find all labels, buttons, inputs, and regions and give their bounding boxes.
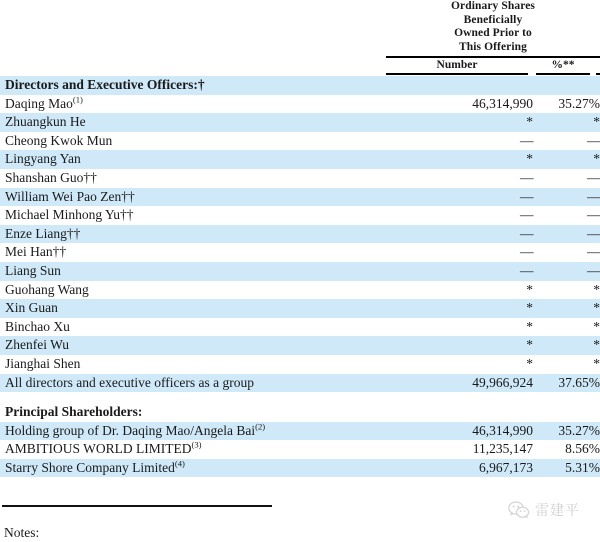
holder-name-cell bbox=[0, 113, 391, 132]
holder-name-cell bbox=[0, 422, 391, 441]
holder-name: Starry Shore Company Limited bbox=[5, 459, 175, 475]
table-row bbox=[0, 150, 600, 169]
footnote-separator-rule bbox=[2, 505, 272, 507]
wechat-icon bbox=[508, 501, 530, 519]
table-row-section-heading bbox=[0, 76, 600, 95]
holder-name-cell bbox=[0, 299, 391, 318]
shares-percent: 35.27% bbox=[538, 422, 600, 441]
shares-percent: * bbox=[593, 281, 600, 297]
footnote-ref: (2) bbox=[255, 421, 266, 432]
total-label: All directors and executive officers as a group bbox=[0, 374, 391, 393]
header-rule-percent bbox=[536, 73, 590, 75]
shares-percent: 5.31% bbox=[538, 459, 600, 478]
shares-percent: * bbox=[538, 150, 600, 169]
header-line-2: Beneficially bbox=[463, 13, 523, 26]
holder-name: AMBITIOUS WORLD LIMITED bbox=[5, 441, 192, 457]
holder-name: Jianghai Shen bbox=[5, 355, 81, 371]
holder-name: Enze Liang†† bbox=[5, 225, 81, 241]
holder-name-cell bbox=[0, 169, 391, 188]
column-header-title bbox=[386, 0, 600, 54]
header-line-3: Owned Prior to bbox=[454, 27, 532, 40]
table-row bbox=[0, 318, 600, 337]
table-row bbox=[0, 113, 600, 132]
column-header-number: Number bbox=[436, 59, 478, 71]
shares-number: * bbox=[391, 150, 538, 169]
shares-percent: — bbox=[538, 188, 600, 207]
spacer-row bbox=[0, 392, 600, 403]
section-heading-percent-cell bbox=[538, 76, 600, 95]
shares-percent: * bbox=[538, 299, 600, 318]
shares-number: 46,314,990 bbox=[472, 95, 533, 111]
table-row bbox=[0, 281, 600, 300]
table-row bbox=[0, 132, 600, 151]
table-row bbox=[0, 206, 600, 225]
holder-name-cell bbox=[0, 150, 391, 169]
header-rule-top-partial bbox=[596, 56, 600, 58]
table-row bbox=[0, 188, 600, 207]
column-header-percent: %** bbox=[551, 59, 575, 71]
total-shares-percent: 37.65% bbox=[538, 374, 600, 393]
holder-name: Mei Han†† bbox=[5, 244, 67, 260]
table-row bbox=[0, 225, 600, 244]
holder-name-cell bbox=[0, 336, 391, 355]
shares-percent: — bbox=[587, 244, 600, 260]
holder-name-cell bbox=[0, 243, 391, 262]
shares-number: — bbox=[391, 262, 538, 281]
shares-number: * bbox=[391, 299, 538, 318]
total-shares-number: 49,966,924 bbox=[391, 374, 538, 393]
section-heading-principal-shareholders: Principal Shareholders: bbox=[5, 404, 143, 420]
holder-name-cell bbox=[0, 225, 391, 244]
holder-name-cell bbox=[0, 132, 391, 151]
section-heading-directors: Directors and Executive Officers:† bbox=[0, 76, 391, 95]
table-row-section-heading bbox=[0, 403, 600, 422]
table-row bbox=[0, 336, 600, 355]
holder-name-cell bbox=[0, 440, 391, 459]
holder-name: Holding group of Dr. Daqing Mao/Angela Bai bbox=[5, 422, 256, 438]
holder-name: Lingyang Yan bbox=[5, 151, 81, 167]
spacer-cell bbox=[0, 392, 391, 403]
shares-number: — bbox=[391, 225, 538, 244]
holder-name: Shanshan Guo†† bbox=[5, 169, 97, 185]
table-row bbox=[0, 459, 600, 478]
header-line-4: This Offering bbox=[458, 40, 528, 53]
footnote-ref: (4) bbox=[174, 458, 185, 469]
watermark-text: 雷建平 bbox=[535, 503, 580, 519]
holder-name-cell bbox=[0, 281, 391, 300]
shares-number: * bbox=[391, 336, 538, 355]
holder-name-cell bbox=[0, 95, 391, 114]
shares-number: — bbox=[520, 132, 533, 148]
shares-number: * bbox=[391, 113, 538, 132]
table-row bbox=[0, 422, 600, 441]
holder-name: Zhuangkun He bbox=[5, 114, 86, 130]
shares-percent: — bbox=[538, 225, 600, 244]
header-rule-partial bbox=[596, 73, 600, 75]
shares-number: — bbox=[520, 169, 533, 185]
holder-name-cell bbox=[0, 188, 391, 207]
table-row bbox=[0, 440, 600, 459]
holder-name: William Wei Pao Zen†† bbox=[5, 188, 135, 204]
shares-percent: * bbox=[538, 113, 600, 132]
holder-name: Michael Minhong Yu†† bbox=[5, 207, 134, 223]
holder-name: Cheong Kwok Mun bbox=[5, 132, 113, 148]
holder-name-cell bbox=[0, 262, 391, 281]
table-row-total bbox=[0, 374, 600, 393]
shares-number: * bbox=[526, 281, 533, 297]
shares-number: — bbox=[391, 188, 538, 207]
shares-percent: — bbox=[587, 132, 600, 148]
footnote-ref: (3) bbox=[191, 440, 202, 450]
shares-percent: 8.56% bbox=[565, 441, 600, 457]
shares-percent: * bbox=[538, 336, 600, 355]
holder-name: Guohang Wang bbox=[5, 281, 89, 297]
holder-name-cell bbox=[0, 459, 391, 478]
shares-percent: * bbox=[593, 318, 600, 334]
shares-percent: * bbox=[593, 355, 600, 371]
section-heading-number-cell bbox=[391, 403, 538, 422]
watermark bbox=[508, 500, 580, 520]
shares-number: 11,235,147 bbox=[472, 441, 533, 457]
footnote-ref: (1) bbox=[72, 94, 83, 105]
section-heading-percent-cell bbox=[538, 403, 600, 422]
shares-number: * bbox=[526, 318, 533, 334]
holder-name: Liang Sun bbox=[5, 262, 61, 278]
holder-name-cell bbox=[0, 355, 391, 374]
table-row bbox=[0, 169, 600, 188]
shares-percent: — bbox=[587, 169, 600, 185]
holder-name-cell bbox=[0, 206, 391, 225]
table-body bbox=[0, 76, 600, 477]
holder-name: Xin Guan bbox=[5, 300, 58, 316]
header-line-1: Ordinary Shares bbox=[450, 0, 536, 12]
table-row bbox=[0, 299, 600, 318]
beneficial-ownership-table bbox=[0, 76, 600, 477]
shares-number: — bbox=[520, 244, 533, 260]
table-row bbox=[0, 243, 600, 262]
table-row bbox=[0, 95, 600, 114]
holder-name: Daqing Mao bbox=[5, 95, 73, 111]
spacer-cell bbox=[391, 392, 538, 403]
table-row bbox=[0, 355, 600, 374]
notes-label: Notes: bbox=[4, 525, 40, 540]
holder-name: Binchao Xu bbox=[5, 318, 70, 334]
shares-percent: — bbox=[538, 262, 600, 281]
shares-number: — bbox=[520, 207, 533, 223]
shares-percent: — bbox=[587, 207, 600, 223]
shares-percent: 35.27% bbox=[558, 95, 600, 111]
shares-number: 6,967,173 bbox=[391, 459, 538, 478]
shares-number: 46,314,990 bbox=[391, 422, 538, 441]
table-row bbox=[0, 262, 600, 281]
header-rule-number bbox=[386, 73, 528, 75]
section-heading-number-cell bbox=[391, 76, 538, 95]
shares-number: * bbox=[526, 355, 533, 371]
holder-name-cell bbox=[0, 318, 391, 337]
holder-name: Zhenfei Wu bbox=[5, 337, 70, 353]
spacer-cell bbox=[538, 392, 600, 403]
